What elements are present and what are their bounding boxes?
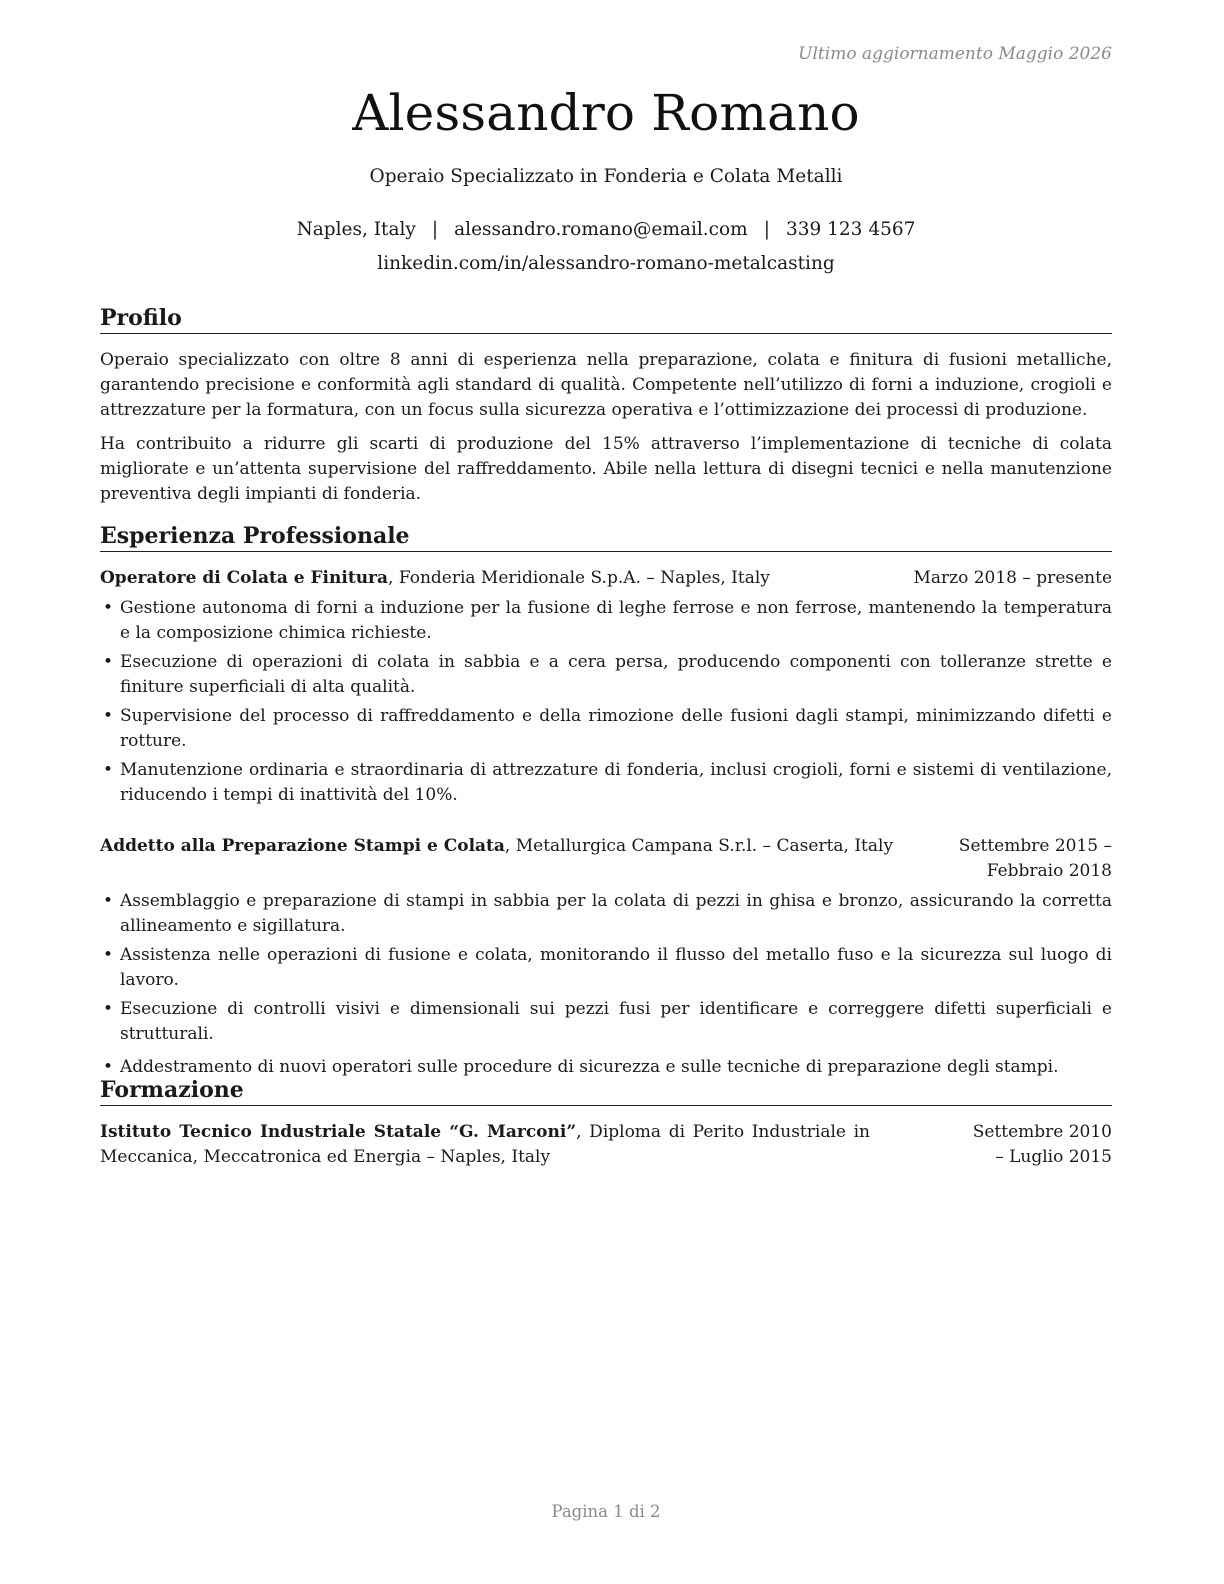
list-item — [100, 650, 1112, 700]
bullet-icon: • — [103, 598, 114, 618]
job-role: Operatore di Colata e Finitura — [100, 568, 389, 588]
candidate-name: Alessandro Romano — [352, 84, 860, 142]
linkedin-link[interactable]: linkedin.com/in/alessandro-romano-metalcasting — [377, 253, 835, 274]
education-school: Istituto Tecnico Industriale Statale “G. Marconi” — [100, 1122, 577, 1142]
bullet-text: Manutenzione ordinaria e straordinaria di attrezzature di fonderia, inclusi crogioli, forni e sistemi di ventilazione, riducendo i tempi di inattività del 10%. — [120, 760, 1112, 805]
list-item — [100, 943, 1112, 993]
job-company: , Metallurgica Campana S.r.l. – Caserta, Italy — [504, 836, 894, 856]
candidate-title: Operaio Specializzato in Fonderia e Colata Metalli — [369, 166, 843, 187]
job-bullet-list — [100, 889, 1112, 1080]
education-entry — [100, 1120, 1112, 1170]
list-item — [100, 889, 1112, 939]
contact-separator: | — [431, 219, 439, 240]
education-degree: , Diploma di Perito Industriale in Meccanica, Meccatronica ed Energia – Naples, Italy — [100, 1122, 870, 1167]
resume-page — [100, 0, 1112, 1584]
education-dates: Settembre 2010 – Luglio 2015 — [972, 1122, 1112, 1167]
bullet-icon: • — [103, 1057, 114, 1077]
page-number: Pagina 1 di 2 — [551, 1502, 661, 1521]
job-dates: Settembre 2015 – Febbraio 2018 — [958, 836, 1112, 881]
job-company: , Fonderia Meridionale S.p.A. – Naples, Italy — [388, 568, 770, 588]
last-updated: Ultimo aggiornamento Maggio 2026 — [798, 44, 1112, 64]
bullet-icon: • — [103, 891, 114, 911]
education-institution-line — [100, 1120, 870, 1170]
job-dates: Marzo 2018 – presente — [913, 568, 1112, 588]
section-heading-education: Formazione — [100, 1076, 1112, 1106]
list-item — [100, 997, 1112, 1047]
job-header — [100, 834, 1112, 884]
bullet-text: Supervisione del processo di raffreddamento e della rimozione delle fusioni dagli stampi, minimizzando difetti e rotture. — [120, 706, 1112, 751]
list-item — [100, 704, 1112, 754]
list-item — [100, 758, 1112, 808]
job-role: Addetto alla Preparazione Stampi e Colata — [100, 836, 505, 856]
bullet-icon: • — [103, 999, 114, 1019]
contact-line — [100, 219, 1112, 240]
section-heading-experience: Esperienza Professionale — [100, 522, 1112, 552]
contact-separator: | — [763, 219, 770, 240]
job-header — [100, 566, 1112, 591]
contact-location: Naples, Italy — [296, 219, 416, 240]
bullet-text: Esecuzione di operazioni di colata in sabbia e a cera persa, producendo componenti con tolleranze strette e finiture superficiali di alta qualità. — [120, 652, 1112, 697]
job-title-line — [100, 566, 770, 591]
bullet-icon: • — [103, 706, 114, 726]
bullet-icon: • — [103, 945, 114, 965]
bullet-icon: • — [103, 652, 114, 672]
bullet-text: Esecuzione di controlli visivi e dimensionali sui pezzi fusi per identificare e correggere difetti superficiali e strutturali. — [120, 999, 1112, 1044]
bullet-text: Addestramento di nuovi operatori sulle procedure di sicurezza e sulle tecniche di preparazione degli stampi. — [120, 1057, 1059, 1077]
section-heading-profile: Profilo — [100, 304, 1112, 334]
contact-email[interactable]: alessandro.romano@email.com — [454, 219, 748, 240]
bullet-text: Gestione autonoma di forni a induzione per la fusione di leghe ferrose e non ferrose, mantenendo la temperatura e la composizione chimica richieste. — [120, 598, 1112, 643]
job-title-line — [100, 834, 893, 859]
contact-phone[interactable]: 339 123 4567 — [785, 219, 916, 240]
bullet-text: Assistenza nelle operazioni di fusione e colata, monitorando il flusso del metallo fuso e la sicurezza sul luogo di lavoro. — [120, 945, 1112, 990]
profile-paragraph: Operaio specializzato con oltre 8 anni di esperienza nella preparazione, colata e finitura di fusioni metalliche, garantendo precisione e conformità agli standard di qualità. Competente nell’utilizzo di forni a induzione, crogioli e attrezzature per la formatura, con un focus sulla sicurezza operativa e l’ottimizzazione dei processi di produzione. — [100, 350, 1112, 420]
profile-paragraph: Ha contribuito a ridurre gli scarti di produzione del 15% attraverso l’implementazione di tecniche di colata migliorate e un’attenta supervisione del raffreddamento. Abile nella lettura di disegni tecnici e nella manutenzione preventiva degli impianti di fonderia. — [100, 434, 1112, 504]
list-item — [100, 596, 1112, 646]
bullet-icon: • — [103, 760, 114, 780]
job-bullet-list — [100, 596, 1112, 808]
bullet-text: Assemblaggio e preparazione di stampi in sabbia per la colata di pezzi in ghisa e bronzo, assicurando la corretta allineamento e sigillatura. — [120, 891, 1112, 936]
